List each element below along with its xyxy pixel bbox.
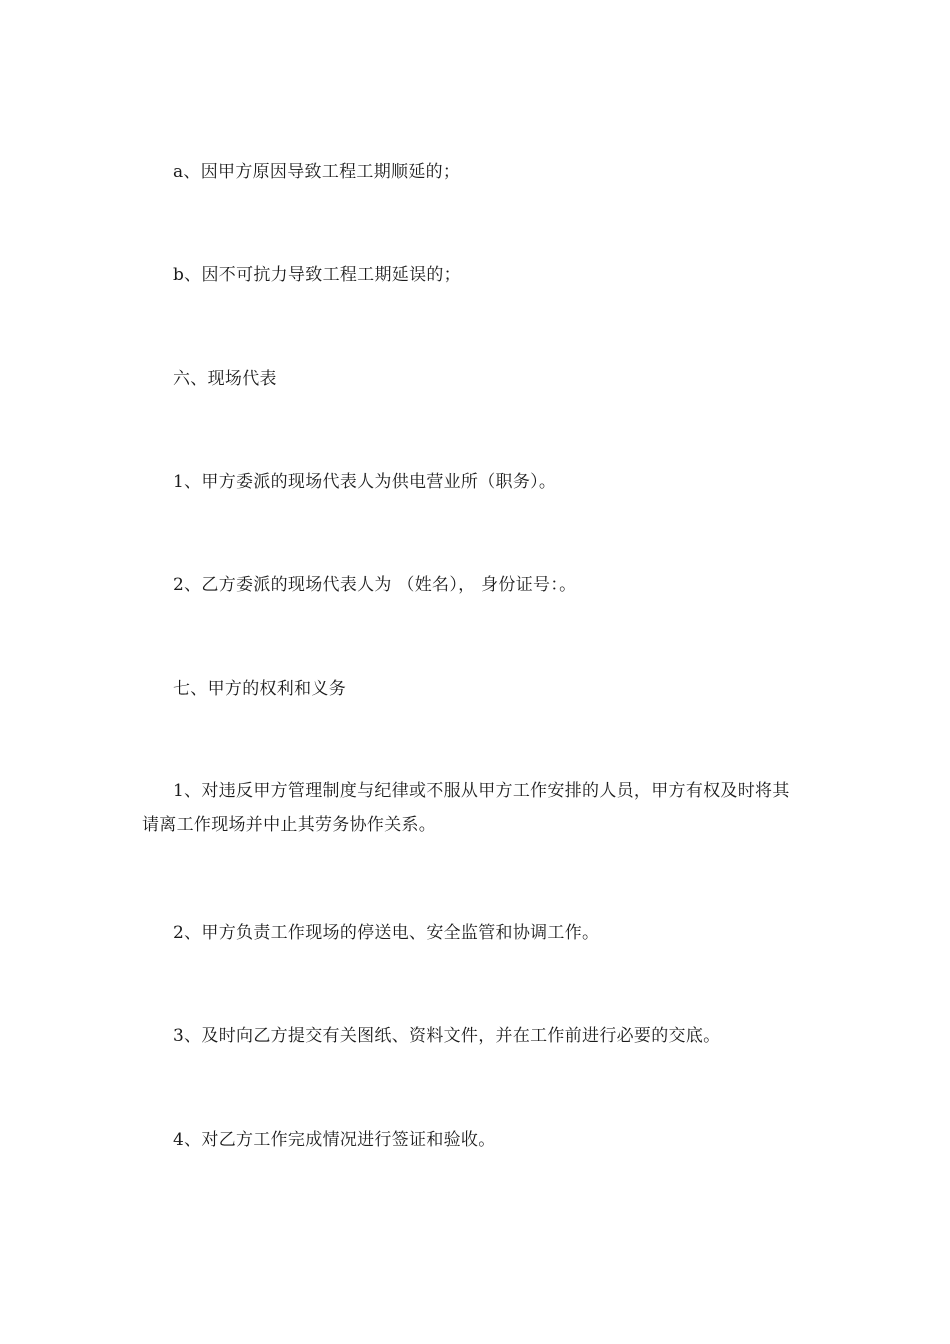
section-heading-party-a-rights: 七、甲方的权利和义务 — [173, 679, 346, 699]
site-rep-party-b: 2、乙方委派的现场代表人为 （姓名）， 身份证号：。 — [173, 575, 577, 595]
clause-b-force-majeure: b、因不可抗力导致工程工期延误的； — [173, 265, 461, 285]
party-a-right-2: 2、甲方负责工作现场的停送电、安全监管和协调工作。 — [173, 923, 600, 943]
party-a-right-3: 3、及时向乙方提交有关图纸、资料文件，并在工作前进行必要的交底。 — [173, 1026, 721, 1046]
clause-a-delay-by-party-a: a、因甲方原因导致工程工期顺延的； — [173, 162, 461, 182]
section-heading-site-representative: 六、现场代表 — [173, 369, 277, 389]
party-a-right-4: 4、对乙方工作完成情况进行签证和验收。 — [173, 1130, 496, 1150]
site-rep-party-a: 1、甲方委派的现场代表人为供电营业所（职务）。 — [173, 472, 557, 492]
party-a-right-1: 1、对违反甲方管理制度与纪律或不服从甲方工作安排的人员，甲方有权及时将其请离工作现场并中止其劳务协作关系。 — [142, 781, 790, 835]
